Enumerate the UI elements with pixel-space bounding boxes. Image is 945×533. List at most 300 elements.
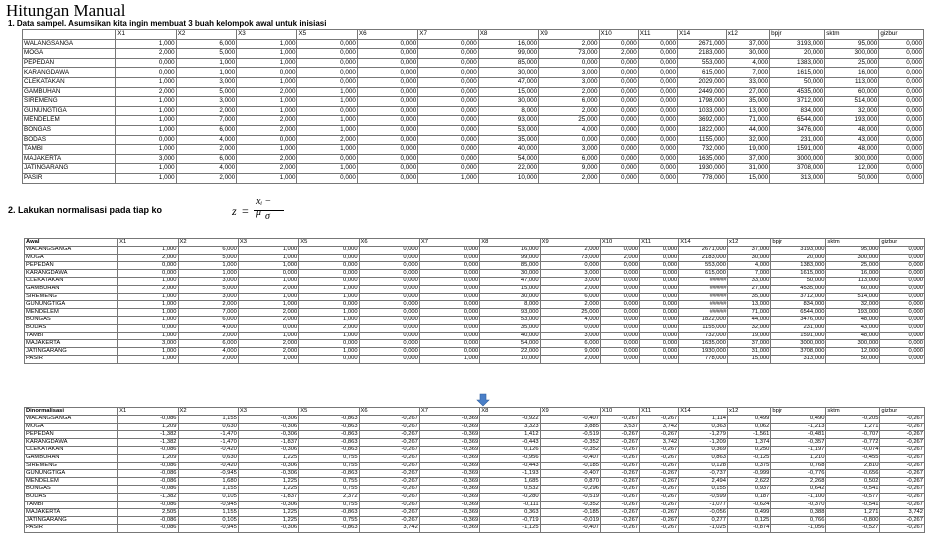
- table-cell: -0,086: [118, 485, 178, 493]
- table-cell: 40,000: [478, 145, 538, 155]
- table-cell: -0,863: [299, 439, 359, 447]
- table-cell: 0,000: [299, 254, 359, 262]
- table-cell: 0,000: [359, 285, 419, 293]
- table-cell: -0,407: [540, 470, 600, 478]
- table-cell: 0,000: [638, 58, 677, 68]
- table-row: [25, 340, 925, 348]
- table-cell: 12,000: [825, 164, 879, 174]
- table-cell: 31,000: [726, 164, 769, 174]
- table-cell: 0,000: [359, 254, 419, 262]
- table-cell: -0,086: [118, 415, 178, 423]
- table-cell: 0,000: [880, 285, 925, 293]
- raw-data-table: [22, 29, 924, 184]
- table-cell: 1,155: [178, 415, 238, 423]
- table-cell: 0,863: [679, 454, 728, 462]
- table-cell: 3,000: [540, 277, 600, 285]
- table-cell: 48,000: [826, 316, 880, 324]
- table-cell: 54,000: [480, 340, 540, 348]
- table-cell: 85,000: [478, 58, 538, 68]
- table-cell: -0,267: [880, 431, 925, 439]
- table-cell: 0,000: [640, 277, 679, 285]
- column-header: X3: [238, 408, 298, 416]
- column-header: X9: [540, 239, 600, 247]
- table-cell: 1635,000: [679, 340, 728, 348]
- table-cell: 3000,000: [770, 154, 825, 164]
- column-header: X1: [116, 30, 176, 40]
- row-label: KARANGDAWA: [25, 439, 118, 447]
- table-cell: 3,000: [176, 97, 236, 107]
- table-cell: 113,000: [825, 77, 879, 87]
- table-cell: 0,388: [771, 509, 826, 517]
- table-cell: 0,000: [238, 270, 298, 278]
- row-label: MENDELEM: [25, 478, 118, 486]
- table-cell: 0,000: [419, 262, 479, 270]
- table-cell: -0,306: [238, 431, 298, 439]
- table-cell: -0,267: [359, 478, 419, 486]
- table-cell: 0,000: [599, 116, 638, 126]
- table-cell: 0,000: [539, 135, 599, 145]
- table-cell: 0,000: [638, 106, 677, 116]
- table-cell: 231,000: [771, 324, 826, 332]
- table-cell: -0,922: [480, 415, 540, 423]
- table-cell: 3,742: [640, 423, 679, 431]
- table-cell: 0,000: [297, 68, 357, 78]
- table-cell: 1798,000: [677, 97, 726, 107]
- table-cell: -0,267: [640, 501, 679, 509]
- table-cell: -0,624: [727, 501, 770, 509]
- row-label: PEPEDAN: [25, 262, 118, 270]
- table-cell: 0,000: [359, 293, 419, 301]
- table-cell: 0,000: [419, 293, 479, 301]
- table-cell: 0,000: [418, 49, 478, 59]
- table-cell: -0,267: [880, 478, 925, 486]
- table-cell: -0,267: [640, 478, 679, 486]
- table-cell: 13,000: [726, 106, 769, 116]
- table-cell: 1,225: [238, 509, 298, 517]
- table-cell: 0,363: [679, 423, 728, 431]
- table-cell: 3,000: [178, 293, 238, 301]
- table-cell: 8,000: [480, 301, 540, 309]
- table-cell: -0,086: [118, 517, 178, 525]
- table-cell: 2,000: [297, 135, 357, 145]
- table-row: [25, 509, 925, 517]
- table-cell: 32,000: [826, 301, 880, 309]
- table-cell: -0,267: [359, 423, 419, 431]
- table-cell: 0,000: [880, 324, 925, 332]
- table-cell: -0,352: [540, 501, 600, 509]
- table-cell: 0,000: [299, 340, 359, 348]
- table-cell: -0,267: [359, 415, 419, 423]
- table-cell: 43,000: [826, 324, 880, 332]
- table-cell: 0,277: [679, 517, 728, 525]
- table-row: [25, 501, 925, 509]
- table-cell: 3708,000: [771, 348, 826, 356]
- table-cell: 4,000: [178, 324, 238, 332]
- column-header: X2: [178, 408, 238, 416]
- row-label: BONGAS: [23, 125, 116, 135]
- table-cell: 1,209: [118, 454, 178, 462]
- table-cell: 0,755: [299, 517, 359, 525]
- table-cell: 1,000: [299, 348, 359, 356]
- table-cell: 3193,000: [770, 39, 825, 49]
- table-cell: -0,420: [178, 446, 238, 454]
- table-cell: 0,000: [297, 154, 357, 164]
- row-label: JATINGARANG: [25, 348, 118, 356]
- table-cell: -0,352: [540, 446, 600, 454]
- table-cell: 1,000: [237, 173, 297, 183]
- table-cell: 1155,000: [677, 135, 726, 145]
- table-cell: 44,000: [727, 316, 770, 324]
- table-cell: -0,267: [600, 446, 639, 454]
- table-cell: 50,000: [825, 173, 879, 183]
- table-cell: -1,125: [480, 524, 540, 532]
- table-cell: 25,000: [539, 116, 599, 126]
- table-cell: 2,000: [540, 355, 600, 363]
- table-cell: 0,000: [118, 324, 178, 332]
- row-label: TAMBI: [25, 332, 118, 340]
- table-cell: 0,375: [727, 462, 770, 470]
- table-cell: 3,742: [640, 439, 679, 447]
- table-cell: 0,000: [640, 316, 679, 324]
- table-cell: 0,000: [599, 87, 638, 97]
- table-cell: -0,443: [480, 462, 540, 470]
- column-header: X7: [419, 408, 479, 416]
- table-cell: 3,537: [600, 423, 639, 431]
- table-cell: 1,680: [178, 478, 238, 486]
- table-cell: 2,268: [771, 478, 826, 486]
- table-cell: 0,000: [419, 324, 479, 332]
- table-cell: 0,000: [600, 355, 639, 363]
- table-cell: 6,000: [539, 154, 599, 164]
- row-label: KARANGDAWA: [25, 270, 118, 278]
- table-cell: 0,000: [880, 340, 925, 348]
- table-cell: 0,000: [357, 49, 417, 59]
- table-cell: 0,000: [357, 154, 417, 164]
- table-cell: 0,000: [880, 246, 925, 254]
- table-cell: -0,369: [419, 415, 479, 423]
- table-cell: 1,000: [297, 97, 357, 107]
- table-row: [23, 58, 924, 68]
- table-cell: 0,000: [879, 173, 924, 183]
- table-cell: 30,000: [727, 254, 770, 262]
- table-cell: -0,267: [640, 454, 679, 462]
- table-cell: -0,369: [419, 446, 479, 454]
- table-cell: 0,105: [178, 493, 238, 501]
- table-cell: 0,000: [599, 97, 638, 107]
- table-cell: 37,000: [726, 39, 769, 49]
- row-label: SIREMENG: [25, 462, 118, 470]
- table-cell: 35,000: [726, 97, 769, 107]
- table-cell: -1,382: [118, 439, 178, 447]
- table-row: [23, 135, 924, 145]
- table-cell: 1,000: [299, 332, 359, 340]
- table-cell: 2,000: [238, 316, 298, 324]
- table-cell: 3476,000: [771, 316, 826, 324]
- column-header: X5: [299, 408, 359, 416]
- table-cell: 0,000: [357, 135, 417, 145]
- table-cell: 1,000: [237, 106, 297, 116]
- table-cell: -0,369: [419, 454, 479, 462]
- table-cell: 7,000: [176, 116, 236, 126]
- table-cell: -0,267: [880, 485, 925, 493]
- table-cell: 1,000: [297, 125, 357, 135]
- table-cell: 6,000: [178, 316, 238, 324]
- table-cell: 0,000: [880, 293, 925, 301]
- table-cell: 0,000: [540, 262, 600, 270]
- column-header: X1: [118, 408, 178, 416]
- table-cell: 0,000: [880, 309, 925, 317]
- table-cell: 53,000: [478, 125, 538, 135]
- table-cell: 10,000: [480, 355, 540, 363]
- table-cell: -0,737: [679, 470, 728, 478]
- column-header: bpjr: [771, 239, 826, 247]
- table-cell: 32,000: [726, 135, 769, 145]
- table-cell: 0,755: [299, 501, 359, 509]
- table-cell: 4,000: [726, 58, 769, 68]
- table-cell: 0,000: [418, 87, 478, 97]
- table-cell: 1,000: [178, 270, 238, 278]
- table-cell: -0,863: [299, 431, 359, 439]
- table-cell: -0,776: [771, 470, 826, 478]
- table-cell: 1,000: [297, 164, 357, 174]
- table-cell: 0,000: [419, 301, 479, 309]
- table-cell: 0,000: [638, 87, 677, 97]
- table-cell: 1,000: [299, 293, 359, 301]
- table-cell: 0,000: [879, 125, 924, 135]
- table-cell: 0,000: [600, 348, 639, 356]
- table-cell: 9,000: [540, 348, 600, 356]
- table-cell: 25,000: [825, 58, 879, 68]
- table-cell: -0,267: [640, 415, 679, 423]
- table-cell: 0,000: [357, 87, 417, 97]
- table-row: [25, 301, 925, 309]
- column-header: bpjr: [771, 408, 826, 416]
- table-cell: 0,000: [359, 309, 419, 317]
- row-label: MAJAKERTA: [23, 154, 116, 164]
- table-row: [23, 97, 924, 107]
- table-cell: 0,000: [299, 301, 359, 309]
- table-row: [25, 462, 925, 470]
- table-cell: -0,267: [600, 517, 639, 525]
- arrow-down-icon: [476, 393, 490, 407]
- table-cell: 2,000: [299, 324, 359, 332]
- table-cell: 30,000: [480, 270, 540, 278]
- table-row: [23, 116, 924, 126]
- table-cell: 0,000: [640, 301, 679, 309]
- table-cell: 0,000: [640, 270, 679, 278]
- table-cell: -0,267: [359, 439, 419, 447]
- table-cell: 1,000: [118, 277, 178, 285]
- table-cell: 1,000: [176, 68, 236, 78]
- table-cell: 0,062: [727, 423, 770, 431]
- table-row: [25, 478, 925, 486]
- table-cell: 1,000: [116, 116, 176, 126]
- table-cell: -1,056: [771, 524, 826, 532]
- row-label: TAMBI: [25, 501, 118, 509]
- table-cell: 2,000: [176, 106, 236, 116]
- table-cell: -0,407: [540, 415, 600, 423]
- table-cell: 0,000: [879, 116, 924, 126]
- row-label: BODAS: [25, 493, 118, 501]
- table-cell: 1,209: [118, 423, 178, 431]
- table-cell: ######: [679, 301, 728, 309]
- table-cell: 0,000: [640, 324, 679, 332]
- table-cell: 0,363: [480, 509, 540, 517]
- table-cell: 0,000: [297, 173, 357, 183]
- table-cell: 0,000: [419, 309, 479, 317]
- table-cell: 0,000: [880, 254, 925, 262]
- table-cell: -0,455: [826, 454, 880, 462]
- table-cell: 0,490: [771, 415, 826, 423]
- table-cell: 30,000: [726, 49, 769, 59]
- table-cell: -0,369: [419, 423, 479, 431]
- row-label: CLEKATAKAN: [23, 77, 116, 87]
- table-cell: 0,000: [419, 246, 479, 254]
- table-cell: -0,369: [419, 439, 479, 447]
- table-cell: 514,000: [826, 293, 880, 301]
- column-header: X3: [237, 30, 297, 40]
- table-cell: 71,000: [726, 116, 769, 126]
- table-cell: 0,000: [599, 135, 638, 145]
- table-cell: 33,000: [726, 77, 769, 87]
- table-cell: -0,772: [826, 439, 880, 447]
- row-label: PASIR: [23, 173, 116, 183]
- table-cell: 4,000: [727, 262, 770, 270]
- table-cell: 1,000: [238, 355, 298, 363]
- table-cell: 0,000: [418, 154, 478, 164]
- table-cell: 0,000: [599, 145, 638, 155]
- table-cell: -0,306: [238, 423, 298, 431]
- table-cell: 0,000: [116, 68, 176, 78]
- table-cell: 10,000: [478, 173, 538, 183]
- table-cell: 0,000: [879, 58, 924, 68]
- table-cell: 1,000: [118, 316, 178, 324]
- row-label: GUNUNGTIGA: [25, 470, 118, 478]
- table-cell: 25,000: [826, 262, 880, 270]
- table-row: [25, 285, 925, 293]
- table-cell: 0,000: [357, 106, 417, 116]
- table-cell: 2,505: [118, 509, 178, 517]
- column-header: X14: [679, 239, 728, 247]
- table-cell: 834,000: [771, 301, 826, 309]
- table-cell: 0,755: [299, 478, 359, 486]
- table-cell: -1,561: [727, 431, 770, 439]
- table-cell: 2,000: [118, 254, 178, 262]
- table-cell: 0,000: [357, 97, 417, 107]
- table-cell: -0,267: [600, 454, 639, 462]
- table-cell: -0,306: [238, 501, 298, 509]
- table-cell: 2,000: [237, 87, 297, 97]
- column-header: X8: [478, 30, 538, 40]
- table-cell: 0,000: [640, 355, 679, 363]
- table-cell: 2183,000: [679, 254, 728, 262]
- table-cell: 0,000: [880, 262, 925, 270]
- table-cell: 2,000: [178, 301, 238, 309]
- table-cell: 0,000: [359, 270, 419, 278]
- table-cell: -0,707: [826, 431, 880, 439]
- table-cell: -0,280: [480, 493, 540, 501]
- table-cell: 60,000: [825, 87, 879, 97]
- table-cell: 300,000: [826, 340, 880, 348]
- table-cell: 0,000: [640, 254, 679, 262]
- table-cell: -0,267: [880, 517, 925, 525]
- table-cell: 0,369: [679, 446, 728, 454]
- table-cell: 0,000: [600, 332, 639, 340]
- table-cell: -0,086: [118, 470, 178, 478]
- row-label: WALANGSANGA: [25, 415, 118, 423]
- table-cell: 0,499: [727, 415, 770, 423]
- table-cell: 0,000: [419, 285, 479, 293]
- table-cell: 1,000: [176, 58, 236, 68]
- table-row: [25, 348, 925, 356]
- table-cell: 0,000: [359, 348, 419, 356]
- table-cell: -0,519: [540, 431, 600, 439]
- table-cell: 0,000: [419, 348, 479, 356]
- table-cell: 6,000: [176, 125, 236, 135]
- table-cell: 0,000: [419, 270, 479, 278]
- table-cell: 37,000: [726, 154, 769, 164]
- column-header: gizbur: [880, 239, 925, 247]
- table-cell: 1,374: [727, 439, 770, 447]
- column-header: X2: [176, 30, 236, 40]
- table-cell: 1,000: [237, 145, 297, 155]
- table-cell: -0,267: [600, 501, 639, 509]
- table-cell: 6,000: [540, 293, 600, 301]
- table-cell: 2449,000: [677, 87, 726, 97]
- table-cell: 615,000: [677, 68, 726, 78]
- table-cell: 7,000: [178, 309, 238, 317]
- table-cell: 0,000: [640, 262, 679, 270]
- table-cell: 4,000: [178, 348, 238, 356]
- table-cell: 1,225: [238, 485, 298, 493]
- table-cell: 0,128: [679, 462, 728, 470]
- table-cell: 1,000: [299, 309, 359, 317]
- table-cell: -0,111: [480, 501, 540, 509]
- table-cell: 0,870: [540, 478, 600, 486]
- table-cell: -0,369: [419, 501, 479, 509]
- table-cell: 3,000: [539, 77, 599, 87]
- table-cell: 1,210: [771, 454, 826, 462]
- table-cell: 0,000: [359, 340, 419, 348]
- table-cell: 0,000: [297, 58, 357, 68]
- table-cell: 44,000: [726, 125, 769, 135]
- table-cell: 0,937: [727, 485, 770, 493]
- table-cell: -0,267: [640, 462, 679, 470]
- table-cell: 1,225: [238, 478, 298, 486]
- table-cell: -0,956: [480, 454, 540, 462]
- table-cell: -0,999: [727, 470, 770, 478]
- table-cell: 48,000: [825, 125, 879, 135]
- row-label: PEPEDAN: [25, 431, 118, 439]
- table-cell: -0,267: [880, 501, 925, 509]
- table-cell: 300,000: [825, 49, 879, 59]
- table-cell: -0,656: [826, 470, 880, 478]
- table-cell: 1,000: [237, 58, 297, 68]
- table-cell: 732,000: [677, 145, 726, 155]
- table-cell: 0,000: [418, 39, 478, 49]
- table-cell: 1,000: [118, 355, 178, 363]
- row-label: PASIR: [25, 355, 118, 363]
- table-cell: 3,000: [116, 154, 176, 164]
- table-cell: 0,000: [599, 39, 638, 49]
- table-cell: -1,077: [679, 501, 728, 509]
- table-cell: 0,000: [418, 145, 478, 155]
- table-cell: 2,000: [539, 173, 599, 183]
- table-cell: 0,155: [679, 485, 728, 493]
- table-cell: -0,267: [880, 423, 925, 431]
- table-cell: 0,000: [419, 332, 479, 340]
- table-cell: 0,000: [540, 324, 600, 332]
